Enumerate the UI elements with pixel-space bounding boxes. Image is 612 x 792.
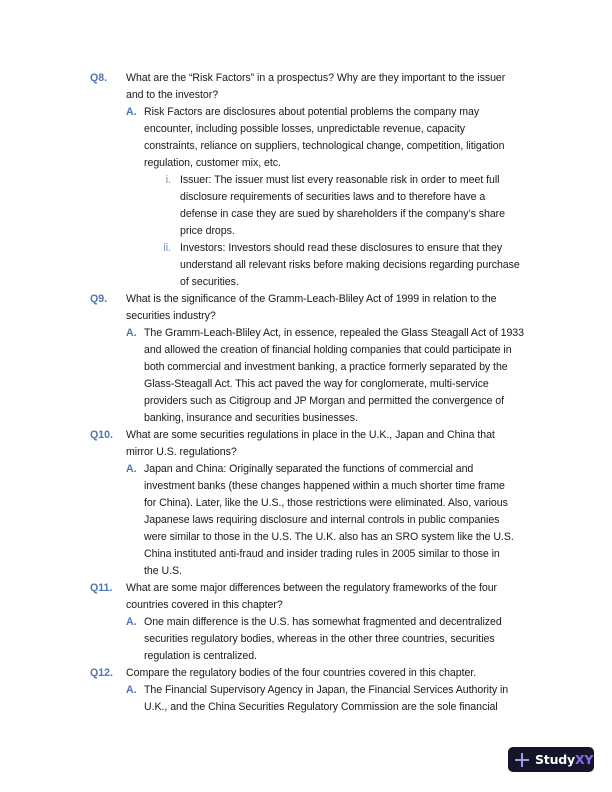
question-text: and to the investor? [126, 89, 219, 101]
answer-text: banking, insurance and securities businesses. [144, 412, 358, 424]
answer-text: regulation is centralized. [144, 650, 257, 662]
answer-label: A. [126, 463, 137, 475]
question-text: Compare the regulatory bodies of the four countries covered in this chapter. [126, 667, 477, 679]
subitem-label: i. [165, 174, 171, 186]
subitem-label: ii. [163, 242, 171, 254]
answer-text: were similar to those in the U.S. The U.K. also has an SRO system like the U.S. [144, 531, 514, 543]
subitem-text: price drops. [180, 225, 235, 237]
answer-text: the U.S. [144, 565, 182, 577]
answer-text: regulation, customer mix, etc. [144, 157, 281, 169]
question-text: What are some major differences between the regulatory frameworks of the four [126, 582, 498, 594]
studyxy-badge[interactable] [508, 747, 594, 772]
answer-text: One main difference is the U.S. has somewhat fragmented and decentralized [144, 616, 502, 628]
question-label: Q8. [90, 72, 108, 84]
question-text: mirror U.S. regulations? [126, 446, 237, 458]
answer-text: constraints, reliance on suppliers, technological change, competition, litigation [144, 140, 505, 152]
subitem-text: Issuer: The issuer must list every reasonable risk in order to meet full [180, 174, 500, 186]
answer-label: A. [126, 327, 137, 339]
question-label: Q10. [90, 429, 113, 441]
answer-text: Japanese laws requiring disclosure and internal controls in public companies [144, 514, 500, 526]
answer-text: both commercial and investment banking, a practice formerly separated by the [144, 361, 508, 373]
question-text: What is the significance of the Gramm-Leach-Bliley Act of 1999 in relation to the [126, 293, 497, 305]
subitem-text: understand all relevant risks before making decisions regarding purchase [180, 259, 520, 271]
subitem-text: disclosure requirements of securities laws and to therefore have a [180, 191, 486, 203]
answer-text: Japan and China: Originally separated the functions of commercial and [144, 463, 474, 475]
brand-main: Study [535, 752, 575, 767]
question-label: Q9. [90, 293, 108, 305]
answer-text: for China). Later, like the U.S., those restrictions were eliminated. Also, various [144, 497, 508, 509]
answer-text: China instituted anti-fraud and insider trading rules in 2005 similar to those in [144, 548, 500, 560]
answer-text: U.K., and the China Securities Regulatory Commission are the sole financial [144, 701, 498, 713]
brand-name [535, 752, 593, 767]
answer-text: encounter, including possible losses, unpredictable revenue, capacity [144, 123, 466, 135]
answer-label: A. [126, 616, 137, 628]
brand-accent: XY [574, 752, 594, 767]
question-text: securities industry? [126, 310, 216, 322]
question-label: Q11. [90, 582, 113, 594]
question-text: countries covered in this chapter? [126, 599, 283, 611]
answer-text: and allowed the creation of financial holding companies that could participate in [144, 344, 512, 356]
answer-text: The Gramm-Leach-Bliley Act, in essence, repealed the Glass Steagall Act of 1933 [144, 327, 524, 339]
subitem-text: Investors: Investors should read these disclosures to ensure that they [180, 242, 503, 254]
answer-text: providers such as Citigroup and JP Morgan and permitted the convergence of [144, 395, 505, 407]
question-label: Q12. [90, 667, 113, 679]
answer-text: investment banks (these changes happened within a much shorter time frame [144, 480, 505, 492]
answer-text: Glass-Steagall Act. This act paved the way for conglomerate, multi-service [144, 378, 489, 390]
question-text: What are some securities regulations in place in the U.K., Japan and China that [126, 429, 495, 441]
answer-label: A. [126, 684, 137, 696]
answer-text: securities regulatory bodies, whereas in the other three countries, securities [144, 633, 495, 645]
answer-text: The Financial Supervisory Agency in Japan, the Financial Services Authority in [144, 684, 509, 696]
question-text: What are the “Risk Factors” in a prospectus? Why are they important to the issuer [126, 72, 506, 84]
subitem-text: defense in case they are sued by shareholders if the company’s share [180, 208, 506, 220]
subitem-text: of securities. [180, 276, 239, 288]
answer-label: A. [126, 106, 137, 118]
plus-icon [515, 753, 529, 767]
answer-text: Risk Factors are disclosures about potential problems the company may [144, 106, 480, 118]
